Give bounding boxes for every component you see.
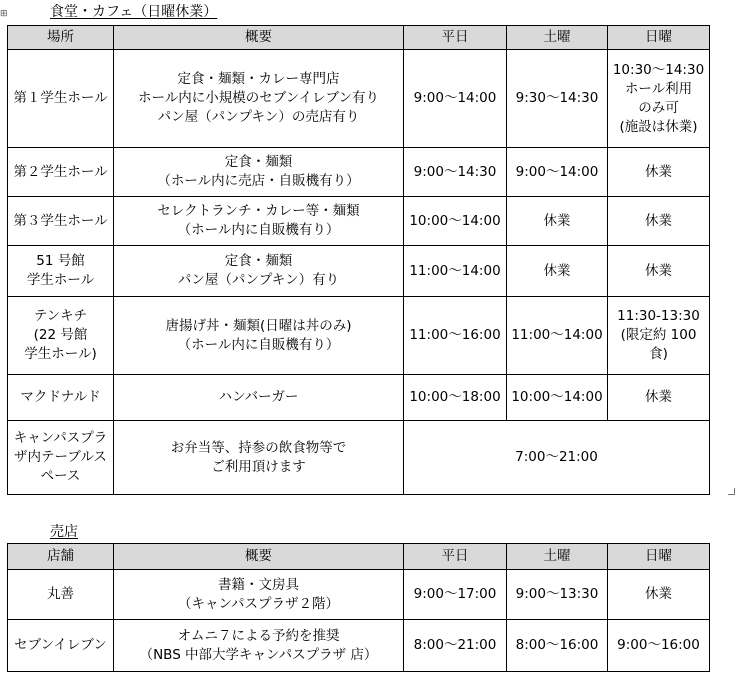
place-cell: テンキチ (22 号館 学生ホール) xyxy=(8,297,114,375)
place-cell: キャンパスプラ ザ内テーブルス ペース xyxy=(8,421,114,495)
table-row xyxy=(8,570,710,620)
table-end-mark xyxy=(728,488,735,495)
saturday-hours-cell: 9:00〜14:00 xyxy=(507,148,608,197)
table-row xyxy=(8,50,710,148)
weekday-hours-cell: 11:00〜14:00 xyxy=(404,246,507,297)
table-row xyxy=(8,246,710,297)
summary-cell: 定食・麺類 パン屋（パンプキン）有り xyxy=(114,246,404,297)
cafeteria-section-title: 食堂・カフェ（日曜休業） xyxy=(50,4,218,20)
weekday-hours-cell: 11:00〜16:00 xyxy=(404,297,507,375)
saturday-hours-cell: 9:30〜14:30 xyxy=(507,50,608,148)
header-saturday: 土曜 xyxy=(507,26,608,50)
table-header-row xyxy=(8,544,710,570)
place-cell: マクドナルド xyxy=(8,375,114,421)
table-row xyxy=(8,620,710,672)
header-weekday: 平日 xyxy=(404,26,507,50)
sunday-hours-cell: 休業 xyxy=(608,197,710,246)
shops-section-title: 売店 xyxy=(50,524,78,540)
shop-cell: 丸善 xyxy=(8,570,114,620)
sunday-hours-cell: 休業 xyxy=(608,246,710,297)
table-row xyxy=(8,375,710,421)
summary-cell: お弁当等、持参の飲食物等で ご利用頂けます xyxy=(114,421,404,495)
shop-cell: セブンイレブン xyxy=(8,620,114,672)
place-cell: 第２学生ホール xyxy=(8,148,114,197)
sunday-hours-cell: 休業 xyxy=(608,375,710,421)
summary-cell: 定食・麺類 （ホール内に売店・自販機有り） xyxy=(114,148,404,197)
weekday-hours-cell: 9:00〜17:00 xyxy=(404,570,507,620)
saturday-hours-cell: 9:00〜13:30 xyxy=(507,570,608,620)
summary-cell: 書籍・文房具 （キャンパスプラザ２階） xyxy=(114,570,404,620)
sunday-hours-cell: 休業 xyxy=(608,148,710,197)
header-weekday: 平日 xyxy=(404,544,507,570)
weekday-hours-cell: 9:00〜14:30 xyxy=(404,148,507,197)
shops-table xyxy=(7,543,710,672)
summary-cell: オムニ７による予約を推奨 （NBS 中部大学キャンパスプラザ 店） xyxy=(114,620,404,672)
summary-cell: セレクトランチ・カレー等・麺類 （ホール内に自販機有り） xyxy=(114,197,404,246)
summary-cell: ハンバーガー xyxy=(114,375,404,421)
sunday-hours-cell: 9:00〜16:00 xyxy=(608,620,710,672)
sunday-hours-cell: 10:30〜14:30 ホール利用 のみ可 (施設は休業) xyxy=(608,50,710,148)
table-row xyxy=(8,421,710,495)
weekday-hours-cell: 10:00〜14:00 xyxy=(404,197,507,246)
table-header-row xyxy=(8,26,710,50)
header-place: 場所 xyxy=(8,26,114,50)
place-cell: 51 号館 学生ホール xyxy=(8,246,114,297)
sunday-hours-cell: 11:30-13:30 (限定約 100 食) xyxy=(608,297,710,375)
saturday-hours-cell: 10:00〜14:00 xyxy=(507,375,608,421)
saturday-hours-cell: 8:00〜16:00 xyxy=(507,620,608,672)
weekday-hours-cell: 8:00〜21:00 xyxy=(404,620,507,672)
all-days-hours-cell: 7:00〜21:00 xyxy=(404,421,710,495)
header-saturday: 土曜 xyxy=(507,544,608,570)
cafeteria-table xyxy=(7,25,710,495)
table-anchor-icon: ⊞ xyxy=(0,9,8,19)
table-row xyxy=(8,197,710,246)
place-cell: 第３学生ホール xyxy=(8,197,114,246)
table-row xyxy=(8,297,710,375)
header-summary: 概要 xyxy=(114,26,404,50)
header-sunday: 日曜 xyxy=(608,26,710,50)
saturday-hours-cell: 休業 xyxy=(507,246,608,297)
header-sunday: 日曜 xyxy=(608,544,710,570)
weekday-hours-cell: 9:00〜14:00 xyxy=(404,50,507,148)
summary-cell: 唐揚げ丼・麺類(日曜は丼のみ) （ホール内に自販機有り） xyxy=(114,297,404,375)
header-shop: 店舗 xyxy=(8,544,114,570)
saturday-hours-cell: 休業 xyxy=(507,197,608,246)
place-cell: 第１学生ホール xyxy=(8,50,114,148)
table-row xyxy=(8,148,710,197)
weekday-hours-cell: 10:00〜18:00 xyxy=(404,375,507,421)
header-summary: 概要 xyxy=(114,544,404,570)
saturday-hours-cell: 11:00〜14:00 xyxy=(507,297,608,375)
sunday-hours-cell: 休業 xyxy=(608,570,710,620)
summary-cell: 定食・麺類・カレー専門店 ホール内に小規模のセブンイレブン有り パン屋（パンプキン）の売店有り xyxy=(114,50,404,148)
